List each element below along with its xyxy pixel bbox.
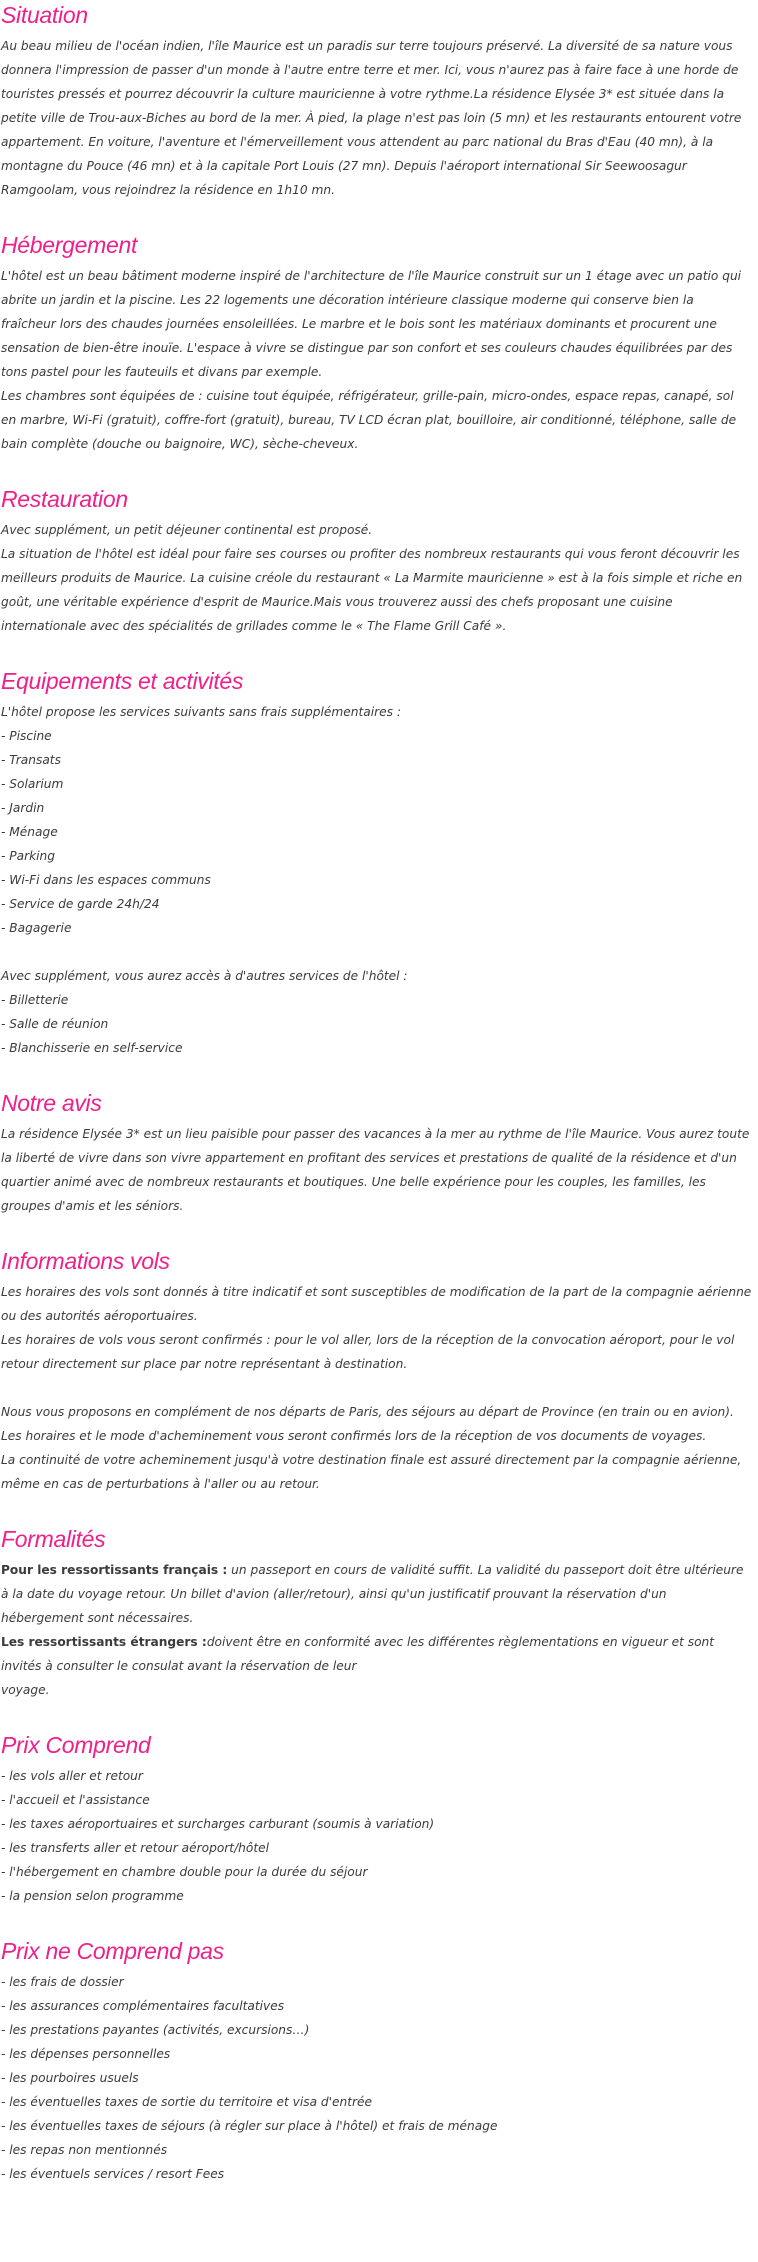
list-item: - les transferts aller et retour aéroport/hôtel (1, 1836, 752, 1860)
restauration-title: Restauration (1, 486, 128, 512)
section-avis (1, 1088, 752, 1218)
list-item: - les assurances complémentaires facultatives (1, 1994, 752, 2018)
formalites-foreign-text: doivent être en conformité avec les différentes règlementations en vigueur et sont invités à consulter le consulat avant la réservation de leur (1, 1635, 715, 1673)
paid-services-list (1, 988, 752, 1060)
restauration-paragraph-1: Avec supplément, un petit déjeuner continental est proposé. (1, 523, 373, 537)
avis-text: La résidence Elysée 3* est un lieu paisible pour passer des vacances à la mer au rythme de l'île Maurice. Vous aurez toute la liberté de vivre dans son vivre appartement en profitant des services et prestations de qualité de la résidence et d'un quartier animé avec de nombreux restaurants et boutiques. Une belle expérience pour les couples, les familles, les groupes d'amis et les séniors. (1, 1127, 750, 1213)
list-item: - la pension selon programme (1, 1884, 752, 1908)
list-item: - Billetterie (1, 988, 752, 1012)
list-item: - Salle de réunion (1, 1012, 752, 1036)
section-prix-comprend (1, 1730, 752, 1908)
restauration-paragraph-2: La situation de l'hôtel est idéal pour faire ses courses ou profiter des nombreux restaurants qui vous feront découvrir les meilleurs produits de Maurice. La cuisine créole du restaurant « La Marmite mauricienne » est à la fois simple et riche en goût, une véritable expérience d'esprit de Maurice.Mais vous trouverez aussi des chefs proposant une cuisine internationale avec des spécialités de grillades comme le « The Flame Grill Café ». (1, 547, 743, 633)
vols-paragraph-3: Nous vous proposons en complément de nos départs de Paris, des séjours au départ de Province (en train ou en avion). (1, 1405, 734, 1419)
formalites-foreign-label: Les ressortissants étrangers : (1, 1635, 207, 1649)
formalites-french (1, 1558, 752, 1630)
list-item: - les prestations payantes (activités, excursions…) (1, 2018, 752, 2042)
list-item: - les pourboires usuels (1, 2066, 752, 2090)
equipements-title: Equipements et activités (1, 668, 244, 694)
prix-ne-comprend-title: Prix ne Comprend pas (1, 1938, 224, 1964)
section-formalites (1, 1524, 752, 1702)
avis-title: Notre avis (1, 1090, 102, 1116)
section-situation (1, 0, 752, 202)
list-item: - Solarium (1, 772, 752, 796)
vols-paragraph-2: Les horaires de vols vous seront confirmés : pour le vol aller, lors de la réception de la convocation aéroport, pour le vol retour directement sur place par notre représentant à destination. (1, 1333, 735, 1371)
vols-title: Informations vols (1, 1248, 170, 1274)
vols-paragraph-1: Les horaires des vols sont donnés à titre indicatif et sont susceptibles de modification de la part de la compagnie aérienne ou des autorités aéroportuaires. (1, 1285, 752, 1323)
list-item: - Transats (1, 748, 752, 772)
section-restauration (1, 484, 752, 638)
hebergement-paragraph-1: L'hôtel est un beau bâtiment moderne inspiré de l'architecture de l'île Maurice construit sur un 1 étage avec un patio qui abrite un jardin et la piscine. Les 22 logements une décoration intérieure classique moderne qui conserve bien la fraîcheur lors des chaudes journées ensoleillées. Le marbre et le bois sont les matériaux dominants et procurent une sensation de bien-être inouïe. L'espace à vivre se distingue par son confort et ses couleurs chaudes équilibrées par des tons pastel pour les fauteuils et divans par exemple. (1, 269, 742, 379)
list-item: - les éventuels services / resort Fees (1, 2162, 752, 2186)
equipements-intro-paid: Avec supplément, vous aurez accès à d'autres services de l'hôtel : (1, 969, 408, 983)
formalites-title: Formalités (1, 1526, 106, 1552)
list-item: - Jardin (1, 796, 752, 820)
section-vols (1, 1246, 752, 1496)
formalites-foreign (1, 1630, 752, 1678)
vols-paragraph-4: Les horaires et le mode d'acheminement vous seront confirmés lors de la réception de vos documents de voyages. (1, 1429, 707, 1443)
hebergement-title: Hébergement (1, 232, 138, 258)
list-item: - les éventuelles taxes de sortie du territoire et visa d'entrée (1, 2090, 752, 2114)
section-equipements (1, 666, 752, 1060)
list-item: - Ménage (1, 820, 752, 844)
hebergement-paragraph-2: Les chambres sont équipées de : cuisine tout équipée, réfrigérateur, grille-pain, micro-ondes, espace repas, canapé, sol en marbre, Wi-Fi (gratuit), coffre-fort (gratuit), bureau, TV LCD écran plat, bouilloire, air conditionné, téléphone, salle de bain complète (douche ou baignoire, WC), sèche-cheveux. (1, 389, 737, 451)
list-item: - l'accueil et l'assistance (1, 1788, 752, 1812)
list-item: - Parking (1, 844, 752, 868)
list-item: - Wi-Fi dans les espaces communs (1, 868, 752, 892)
free-services-list (1, 724, 752, 940)
section-hebergement (1, 230, 752, 456)
situation-text: Au beau milieu de l'océan indien, l'île Maurice est un paradis sur terre toujours préservé. La diversité de sa nature vous donnera l'impression de passer d'un monde à l'autre entre terre et mer. Ici, vous n'aurez pas à faire face à une horde de touristes pressés et pourrez découvrir la culture mauricienne à votre rythme.La résidence Elysée 3* est située dans la petite ville de Trou-aux-Biches au bord de la mer. À pied, la plage n'est pas loin (5 mn) et les restaurants entourent votre appartement. En voiture, l'aventure et l'émerveillement vous attendent au parc national du Bras d'Eau (40 mn), à la montagne du Pouce (46 mn) et à la capitale Port Louis (27 mn). Depuis l'aéroport international Sir Seewoosagur Ramgoolam, vous rejoindrez la résidence en 1h10 mn. (1, 39, 742, 197)
list-item: - Blanchisserie en self-service (1, 1036, 752, 1060)
formalites-french-label: Pour les ressortissants français : (1, 1563, 228, 1577)
equipements-intro-free: L'hôtel propose les services suivants sans frais supplémentaires : (1, 705, 401, 719)
section-prix-ne-comprend-pas (1, 1936, 752, 2186)
situation-title: Situation (1, 2, 88, 28)
excluded-list (1, 1970, 752, 2186)
list-item: - Piscine (1, 724, 752, 748)
included-list (1, 1764, 752, 1908)
list-item: - les vols aller et retour (1, 1764, 752, 1788)
formalites-foreign-text-end: voyage. (1, 1683, 50, 1697)
list-item: - les dépenses personnelles (1, 2042, 752, 2066)
list-item: - l'hébergement en chambre double pour la durée du séjour (1, 1860, 752, 1884)
list-item: - Service de garde 24h/24 (1, 892, 752, 916)
list-item: - les repas non mentionnés (1, 2138, 752, 2162)
list-item: - Bagagerie (1, 916, 752, 940)
vols-paragraph-5: La continuité de votre acheminement jusqu'à votre destination finale est assuré directement par la compagnie aérienne, même en cas de perturbations à l'aller ou au retour. (1, 1453, 742, 1491)
formalites-french-text: un passeport en cours de validité suffit. La validité du passeport doit être ultérieure à la date du voyage retour. Un billet d'avion (aller/retour), ainsi qu'un justificatif prouvant la réservation d'un hébergement sont nécessaires. (1, 1563, 744, 1625)
list-item: - les frais de dossier (1, 1970, 752, 1994)
list-item: - les taxes aéroportuaires et surcharges carburant (soumis à variation) (1, 1812, 752, 1836)
list-item: - les éventuelles taxes de séjours (à régler sur place à l'hôtel) et frais de ménage (1, 2114, 752, 2138)
prix-comprend-title: Prix Comprend (1, 1732, 151, 1758)
